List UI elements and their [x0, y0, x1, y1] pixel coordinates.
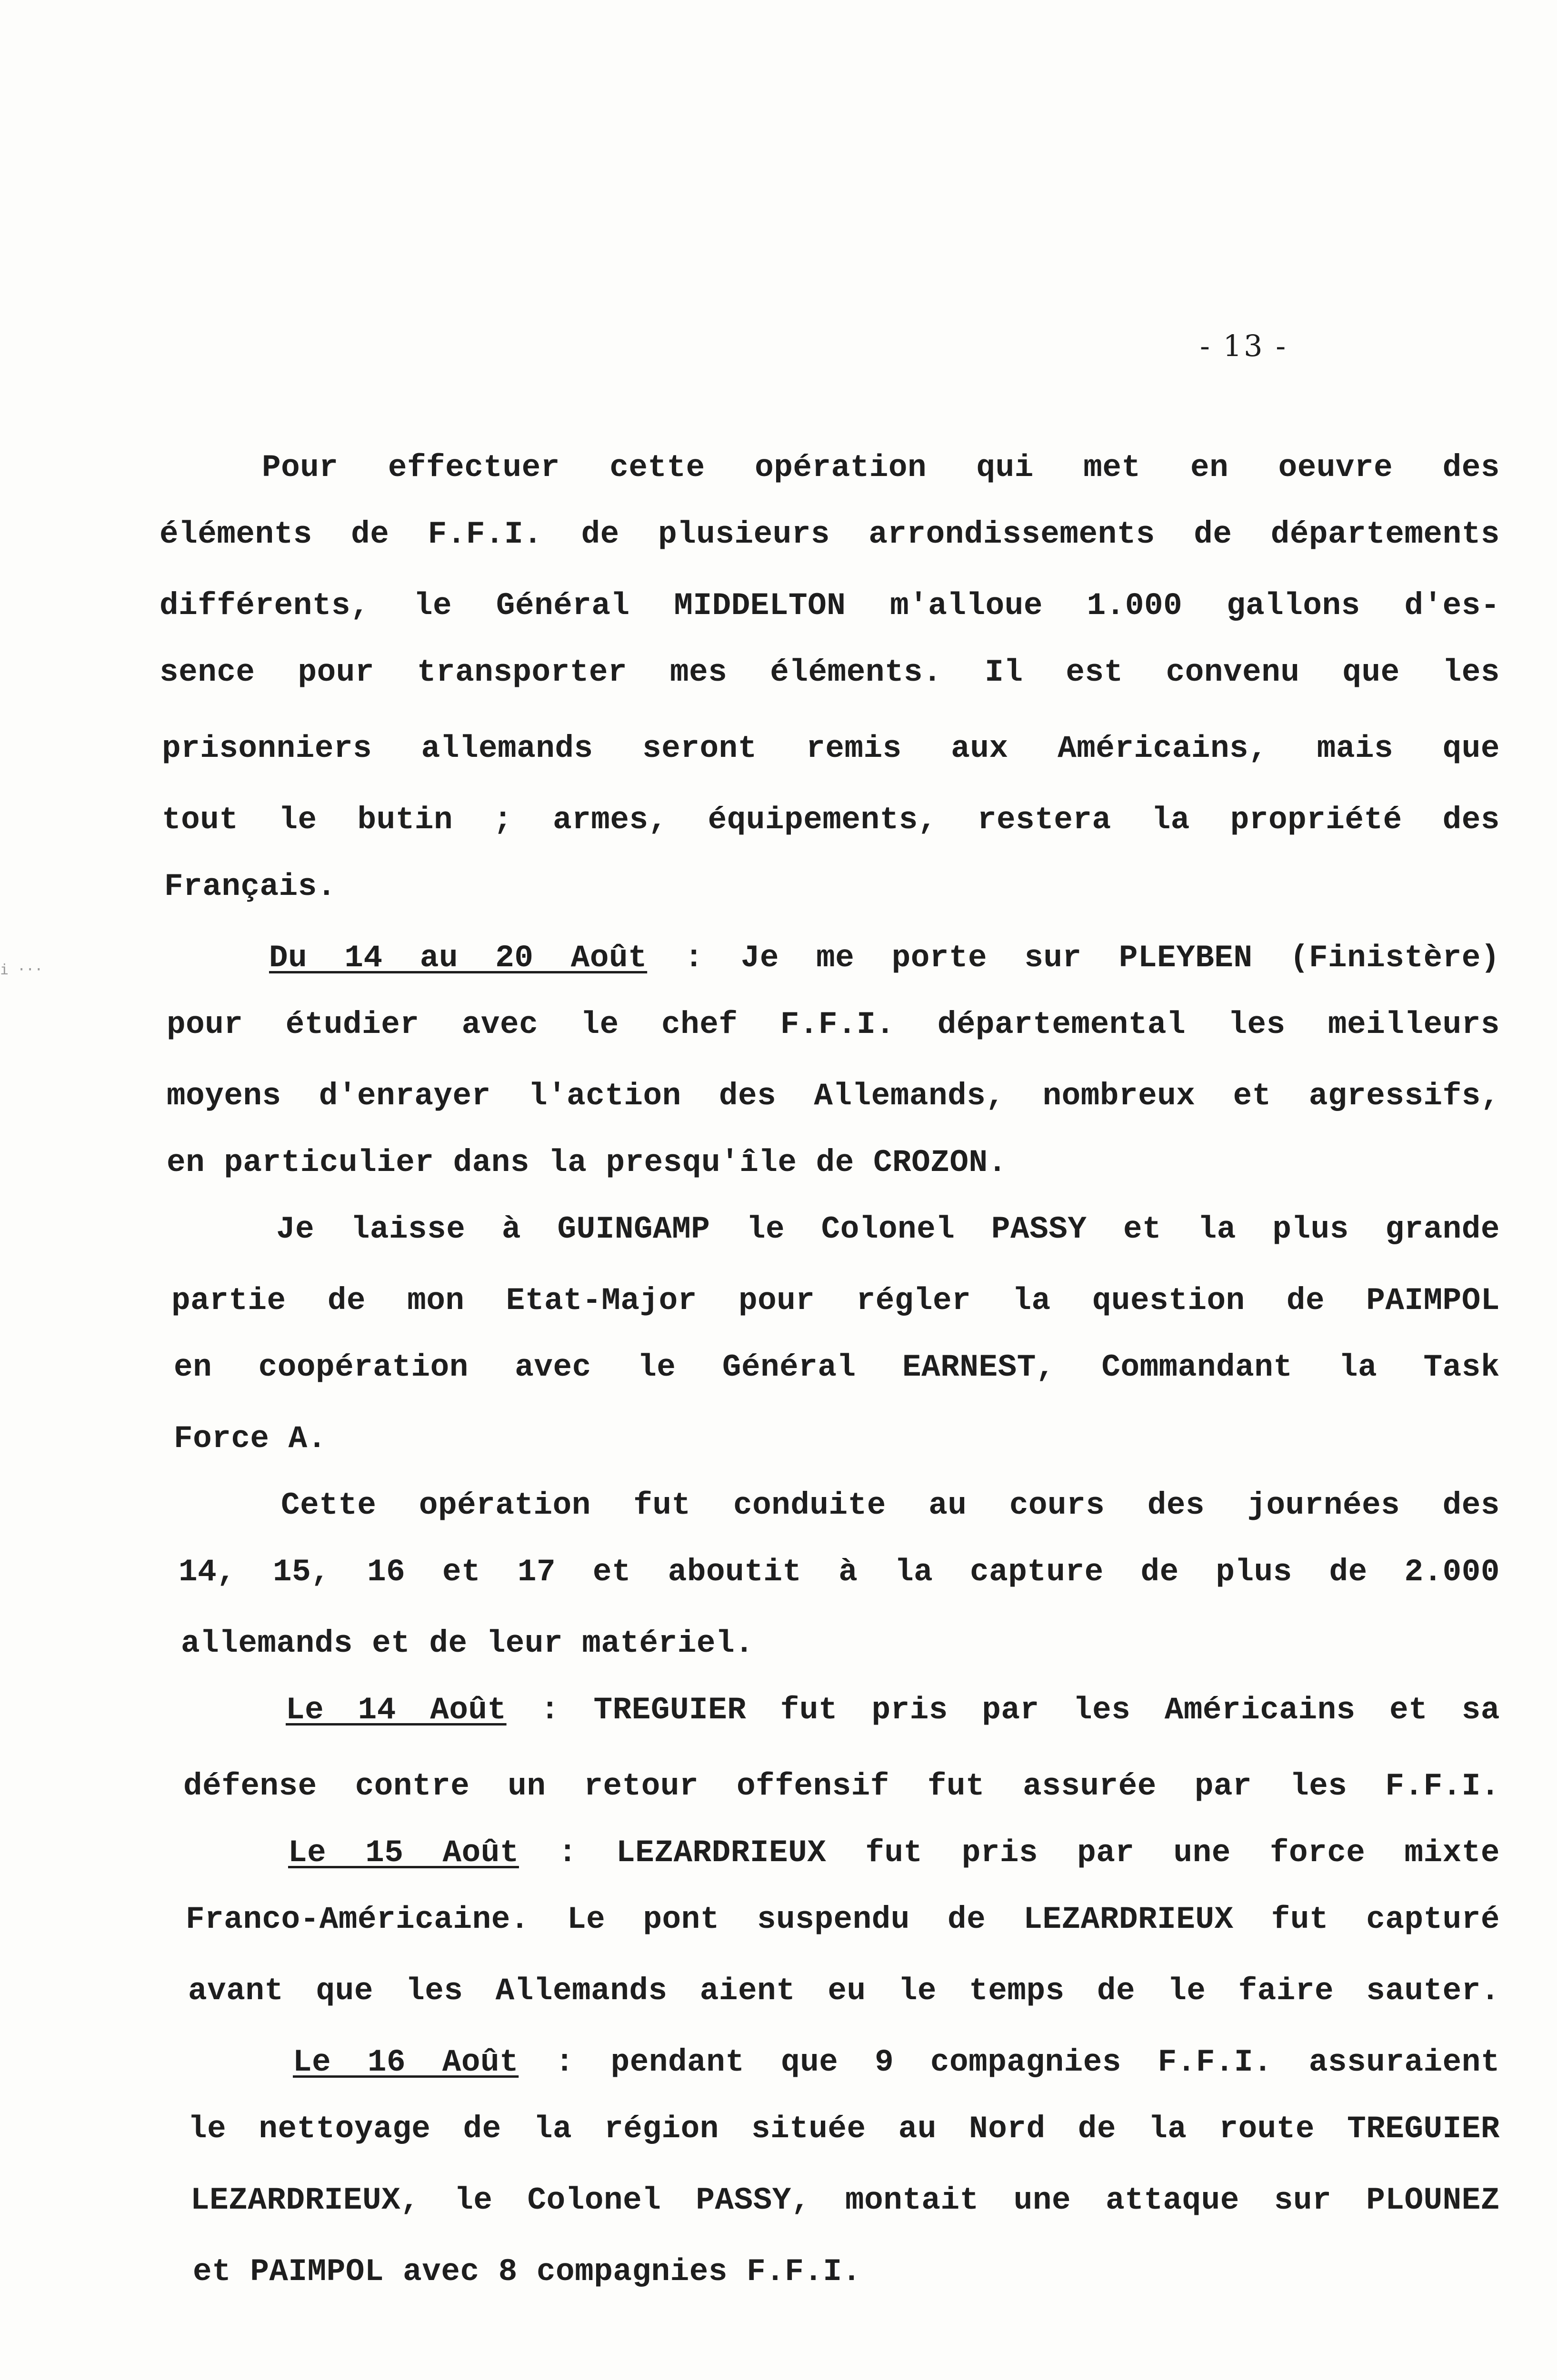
text-line [162, 733, 1500, 764]
text-line [288, 1837, 1500, 1869]
line-text: : Je me porte sur PLEYBEN (Finistère) [647, 940, 1500, 976]
line-text: Pour effectuer cette opération qui met en oeuvre des [262, 450, 1500, 486]
text-line [167, 1078, 1500, 1114]
text-line [293, 2044, 1500, 2080]
text-line [174, 1423, 1500, 1455]
line-text: Force A. [174, 1421, 327, 1457]
text-line [181, 1628, 1500, 1659]
line-text: : LEZARDRIEUX fut pris par une force mixte [519, 1835, 1500, 1871]
line-text: Français. [164, 869, 336, 904]
line-text: : TREGUIER fut pris par les Américains et sa [506, 1692, 1500, 1728]
text-line [193, 2256, 1500, 2288]
text-line [160, 516, 1500, 552]
line-text: avant que les Allemands aient eu le temps de le faire sauter. [188, 1973, 1500, 2009]
line-text: en particulier dans la presqu'île de CROZON. [167, 1145, 1007, 1180]
line-text: moyens d'enrayer l'action des Allemands, nombreux et agressifs, [167, 1078, 1500, 1114]
text-line [269, 942, 1500, 974]
text-line [281, 1490, 1500, 1521]
line-text: sence pour transporter mes éléments. Il est convenu que les [160, 654, 1500, 690]
line-text: partie de mon Etat-Major pour régler la question de PAIMPOL [171, 1283, 1500, 1319]
line-text: pour étudier avec le chef F.F.I. départemental les meilleurs [167, 1007, 1500, 1042]
date-heading: Le 16 Août [293, 2044, 519, 2080]
text-line [262, 452, 1500, 484]
line-text: tout le butin ; armes, équipements, restera la propriété des [162, 802, 1500, 838]
page-number: - 13 - [1200, 328, 1288, 363]
text-line [167, 1147, 1500, 1179]
line-text: différents, le Général MIDDELTON m'alloue 1.000 gallons d'es- [160, 588, 1500, 624]
text-line [174, 1349, 1500, 1385]
line-text: et PAIMPOL avec 8 compagnies F.F.I. [193, 2254, 861, 2290]
text-line [186, 1904, 1500, 1935]
text-line [286, 1692, 1500, 1728]
line-text: en coopération avec le Général EARNEST, Commandant la Task [174, 1349, 1500, 1385]
text-line [164, 871, 1500, 902]
line-text: allemands et de leur matériel. [181, 1626, 754, 1661]
text-line [162, 804, 1500, 836]
text-line [171, 1285, 1500, 1317]
line-text: Cette opération fut conduite au cours des journées des [281, 1488, 1500, 1523]
date-heading: Du 14 au 20 Août [269, 940, 648, 976]
text-line [183, 1768, 1500, 1804]
line-text: prisonniers allemands seront remis aux Américains, mais que [162, 731, 1500, 766]
line-text: défense contre un retour offensif fut assurée par les F.F.I. [183, 1768, 1500, 1804]
date-heading: Le 14 Août [286, 1692, 507, 1728]
line-text: : pendant que 9 compagnies F.F.I. assuraient [519, 2044, 1500, 2080]
line-text: Franco-Américaine. Le pont suspendu de LEZARDRIEUX fut capturé [186, 1902, 1500, 1937]
text-line [188, 2113, 1500, 2145]
margin-mark: i ··· [0, 962, 43, 978]
text-line [276, 1211, 1500, 1247]
line-text: éléments de F.F.I. de plusieurs arrondissements de départements [160, 516, 1500, 552]
date-heading: Le 15 Août [288, 1835, 519, 1871]
text-line [167, 1009, 1500, 1041]
text-line [190, 2182, 1500, 2218]
text-line [160, 654, 1500, 690]
line-text: 14, 15, 16 et 17 et aboutit à la capture de plus de 2.000 [179, 1554, 1500, 1590]
text-line [188, 1975, 1500, 2007]
line-text: le nettoyage de la région située au Nord de la route TREGUIER [188, 2111, 1500, 2147]
line-text: LEZARDRIEUX, le Colonel PASSY, montait une attaque sur PLOUNEZ [190, 2182, 1500, 2218]
text-line [160, 590, 1500, 622]
line-text: Je laisse à GUINGAMP le Colonel PASSY et la plus grande [276, 1211, 1500, 1247]
text-line [179, 1554, 1500, 1590]
